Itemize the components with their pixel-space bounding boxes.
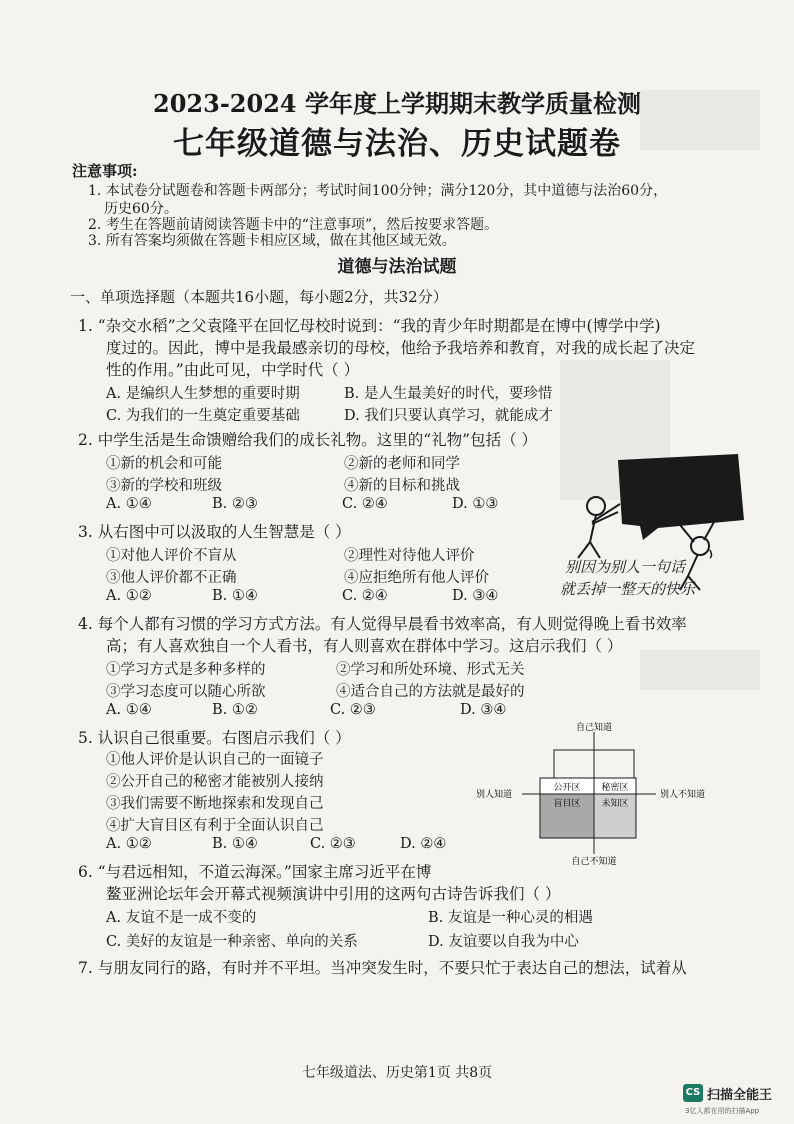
question-3-line: 3. 从右图中可以汲取的人生智慧是（ ）: [78, 523, 351, 541]
statement: ①对他人评价不盲从: [106, 548, 237, 564]
cartoon-caption: 就丢掉一整天的快乐: [560, 580, 696, 598]
logo-badge-icon: CS: [683, 1084, 703, 1102]
option: B. ①②: [212, 702, 258, 718]
statement: ③我们需要不断地探索和发现自己: [106, 796, 324, 812]
question-6-line: 鳌亚洲论坛年会开幕式视频演讲中引用的这两句古诗告诉我们（ ）: [106, 885, 561, 903]
statement: ②学习和所处环境、形式无关: [336, 662, 525, 678]
quadrant-blind: 盲目区: [553, 799, 581, 809]
logo-tagline: 3亿人都在用的扫描App: [685, 1107, 760, 1115]
option: C. 美好的友谊是一种亲密、单向的关系: [106, 934, 358, 950]
quadrant-open: 公开区: [553, 783, 581, 793]
question-1-line: 1. “杂交水稻”之父袁隆平在回忆母校时说到：“我的青少年时期都是在博中(博学中学): [78, 317, 661, 335]
quadrant-hidden: 秘密区: [601, 783, 629, 793]
logo-name: 扫描全能王: [707, 1088, 773, 1103]
option: B. 友谊是一种心灵的相遇: [428, 910, 593, 926]
statement: ④新的目标和挑战: [344, 478, 460, 494]
option: B. 是人生最美好的时代，要珍惜: [344, 386, 553, 402]
option: A. ①④: [106, 702, 152, 718]
question-1-line: 性的作用。”由此可见，中学时代（ ）: [106, 361, 360, 379]
note-item: 3. 所有答案均须做在答题卡相应区域，做在其他区域无效。: [88, 233, 456, 249]
question-4-line: 4. 每个人都有习惯的学习方式方法。有人觉得早晨看书效率高，有人则觉得晚上看书效率: [78, 615, 687, 633]
notes-heading: 注意事项:: [72, 162, 138, 180]
option: C. ②④: [342, 496, 388, 512]
option: B. ①④: [212, 836, 258, 852]
option: B. ①④: [212, 588, 258, 604]
statement: ②新的老师和同学: [344, 456, 460, 472]
option: C. ②③: [330, 702, 376, 718]
diagram-label-right: 别人不知道: [660, 790, 706, 800]
johari-window-diagram: [474, 718, 714, 868]
option: C. ②③: [310, 836, 356, 852]
exam-title: 2023-2024 学年度上学期期末教学质量检测: [153, 89, 641, 118]
option: A. 是编织人生梦想的重要时期: [106, 386, 300, 402]
option: A. ①④: [106, 496, 152, 512]
statement: ④适合自己的方法就是最好的: [336, 684, 525, 700]
cartoon-caption: 别因为别人一句话: [565, 558, 686, 576]
exam-subtitle: 七年级道德与法治、历史试题卷: [173, 126, 621, 162]
statement: ①学习方式是多种多样的: [106, 662, 266, 678]
statement: ④扩大盲目区有利于全面认识自己: [106, 818, 324, 834]
option: B. ②③: [212, 496, 258, 512]
question-6-line: 6. “与君远相知，不道云海深。”国家主席习近平在博: [78, 863, 432, 881]
part-heading: 一、单项选择题（本题共16小题，每小题2分，共32分）: [70, 288, 448, 306]
note-item: 2. 考生在答题前请阅读答题卡中的“注意事项”，然后按要求答题。: [88, 217, 499, 233]
option: D. ③④: [460, 702, 507, 718]
statement: ①他人评价是认识自己的一面镜子: [106, 752, 324, 768]
option: A. ①②: [106, 836, 152, 852]
section-title: 道德与法治试题: [337, 257, 457, 277]
statement: ②理性对待他人评价: [344, 548, 475, 564]
question-1-line: 度过的。因此，博中是我最感亲切的母校，他给予我培养和教育，对我的成长起了决定: [106, 339, 696, 357]
diagram-label-left: 别人知道: [476, 790, 513, 800]
option: D. ③④: [452, 588, 499, 604]
statement: ①新的机会和可能: [106, 456, 222, 472]
option: C. ②④: [342, 588, 388, 604]
option: C. 为我们的一生奠定重要基础: [106, 408, 300, 424]
question-7-line: 7. 与朋友同行的路，有时并不平坦。当冲突发生时，不要只忙于表达自己的想法，试着从: [78, 959, 687, 977]
scanner-watermark-logo: [683, 1084, 793, 1122]
quadrant-unknown: 未知区: [601, 799, 629, 809]
option: A. ①②: [106, 588, 152, 604]
option: D. ②④: [400, 836, 447, 852]
option: A. 友谊不是一成不变的: [106, 910, 257, 926]
statement: ③新的学校和班级: [106, 478, 222, 494]
statement: ②公开自己的秘密才能被别人接纳: [106, 774, 324, 790]
diagram-label-bottom: 自己不知道: [571, 857, 617, 867]
statement: ③学习态度可以随心所欲: [106, 684, 266, 700]
statement: ③他人评价都不正确: [106, 570, 237, 586]
question-4-line: 高；有人喜欢独自一个人看书，有人则喜欢在群体中学习。这启示我们（ ）: [106, 637, 623, 655]
note-item: 历史60分。: [104, 201, 178, 217]
note-item: 1. 本试卷分试题卷和答题卡两部分；考试时间100分钟；满分120分，其中道德与法治60分，: [88, 183, 668, 199]
option: D. ①③: [452, 496, 499, 512]
page-footer: 七年级道法、历史第1页 共8页: [301, 1065, 493, 1081]
question-5-line: 5. 认识自己很重要。右图启示我们（ ）: [78, 729, 351, 747]
option: D. 友谊要以自我为中心: [428, 934, 579, 950]
question-2-line: 2. 中学生活是生命馈赠给我们的成长礼物。这里的“礼物”包括（ ）: [78, 431, 537, 449]
option: D. 我们只要认真学习，就能成才: [344, 408, 553, 424]
statement: ④应拒绝所有他人评价: [344, 570, 489, 586]
diagram-label-top: 自己知道: [575, 723, 613, 733]
